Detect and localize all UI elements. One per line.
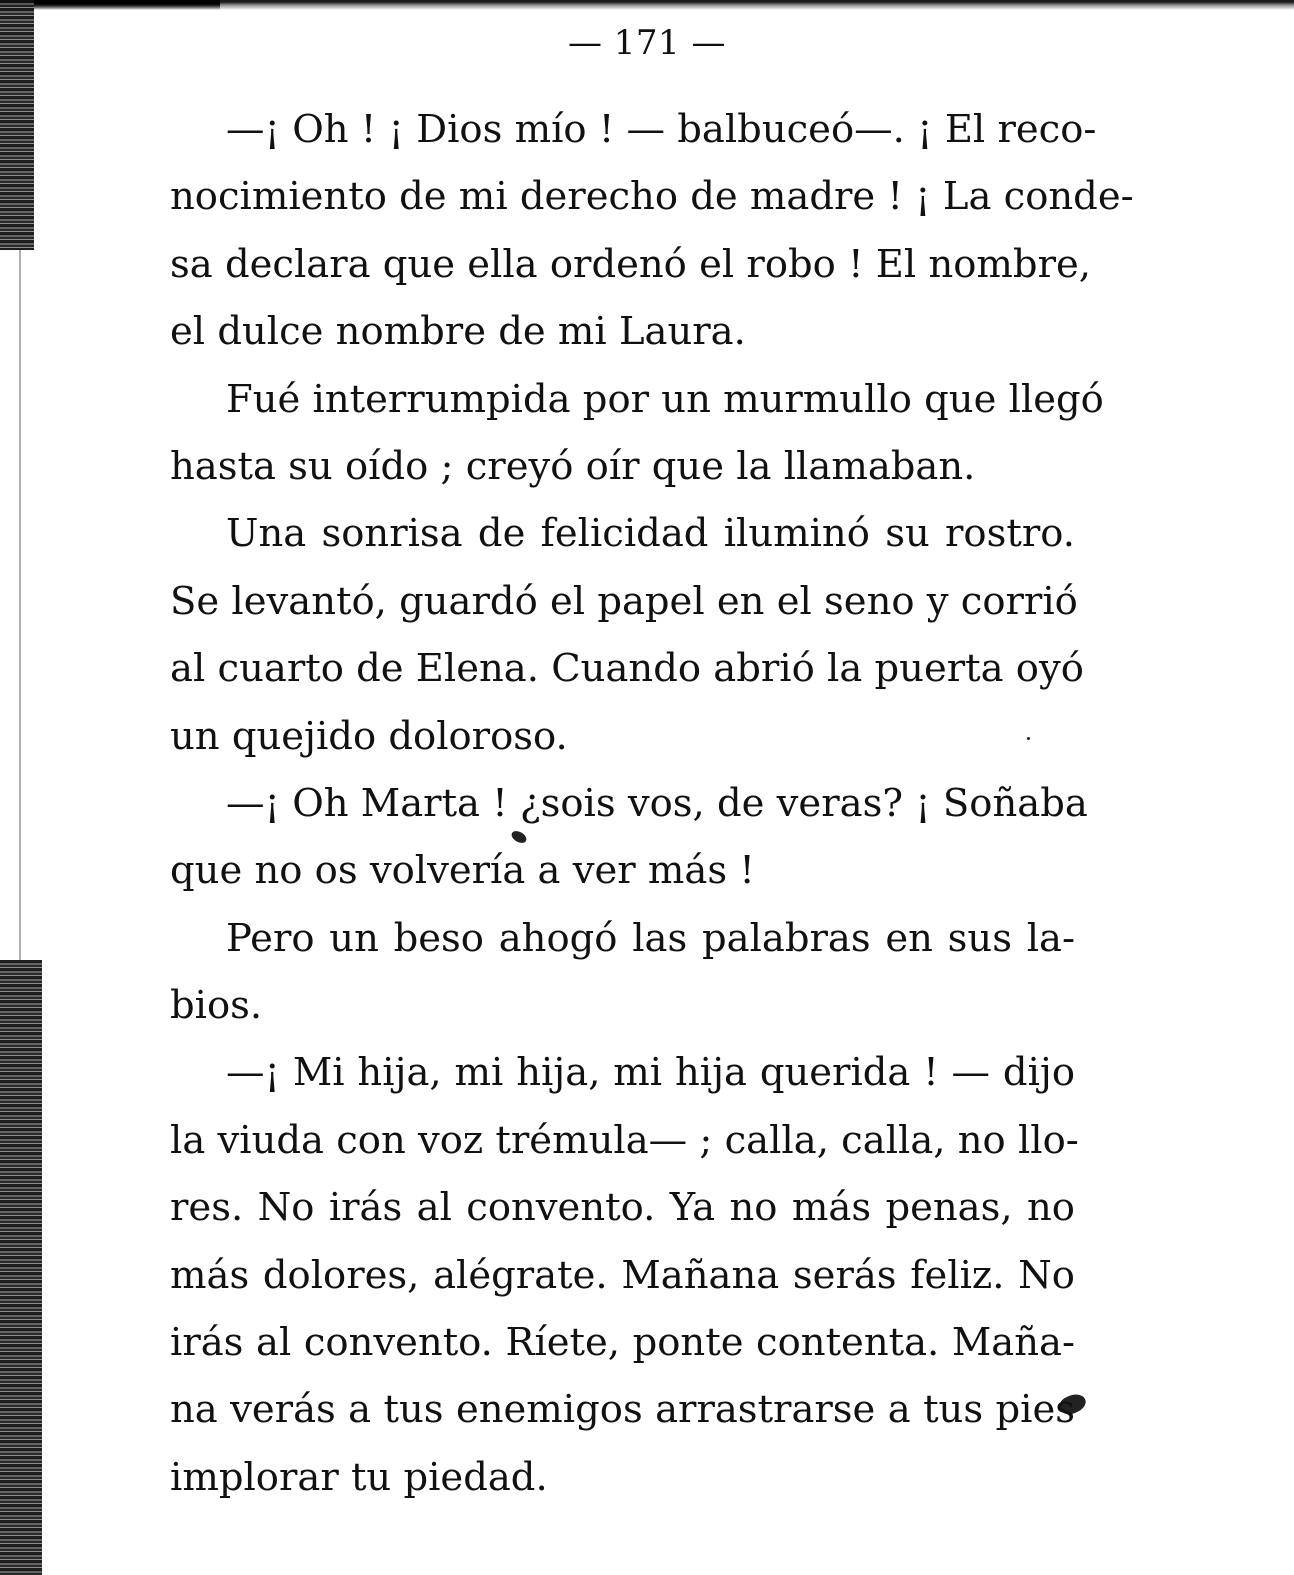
text-line: más dolores, alégrate. Mañana serás feliz. No [170,1252,1075,1298]
text-line: al cuarto de Elena. Cuando abrió la puerta oyó [170,646,1084,692]
binding-shadow-lower [0,960,42,1575]
paragraph [170,500,1084,770]
text-line: res. No irás al convento. Ya no más penas, no [170,1185,1075,1231]
text-line: Fué interrumpida por un murmullo que llegó [226,376,1104,422]
paragraph [170,770,1088,905]
text-line: Se levantó, guardó el papel en el seno y corrió [170,578,1078,624]
text-line: nocimiento de mi derecho de madre ! ¡ La conde- [170,174,1134,220]
text-line: na verás a tus enemigos arrastrarse a tus pies [170,1387,1075,1433]
text-line: que no os volvería a ver más ! [170,848,755,894]
text-line: —¡ Oh ! ¡ Dios mío ! — balbuceó—. ¡ El reco- [226,107,1097,152]
paragraph [170,96,1134,366]
binding-shadow-line [19,250,21,960]
text-line: la viuda con voz trémula— ; calla, calla, no llo- [170,1117,1079,1163]
page-number: — 171 — [567,23,726,63]
text-line: bios. [170,983,263,1029]
text-line: hasta su oído ; creyó oír que la llamaban. [170,443,976,489]
paragraph [170,366,1104,501]
text-line: irás al convento. Ríete, ponte contenta. Maña- [170,1320,1075,1366]
text-line: Pero un beso ahogó las palabras en sus la- [226,915,1075,961]
text-line: implorar tu piedad. [170,1454,548,1500]
text-line: Una sonrisa de felicidad iluminó su rostro. [226,511,1075,557]
text-line: —¡ Oh Marta ! ¿sois vos, de veras? ¡ Soñaba [226,780,1088,826]
text-line: el dulce nombre de mi Laura. [170,309,746,355]
paragraph [170,905,1075,1040]
paragraph [170,1039,1079,1511]
text-line: sa declara que ella ordenó el robo ! El nombre, [170,241,1091,287]
body-text [170,96,1134,1511]
text-line: —¡ Mi hija, mi hija, mi hija querida ! — dijo [226,1050,1075,1096]
text-line: un quejido doloroso. [170,713,568,759]
